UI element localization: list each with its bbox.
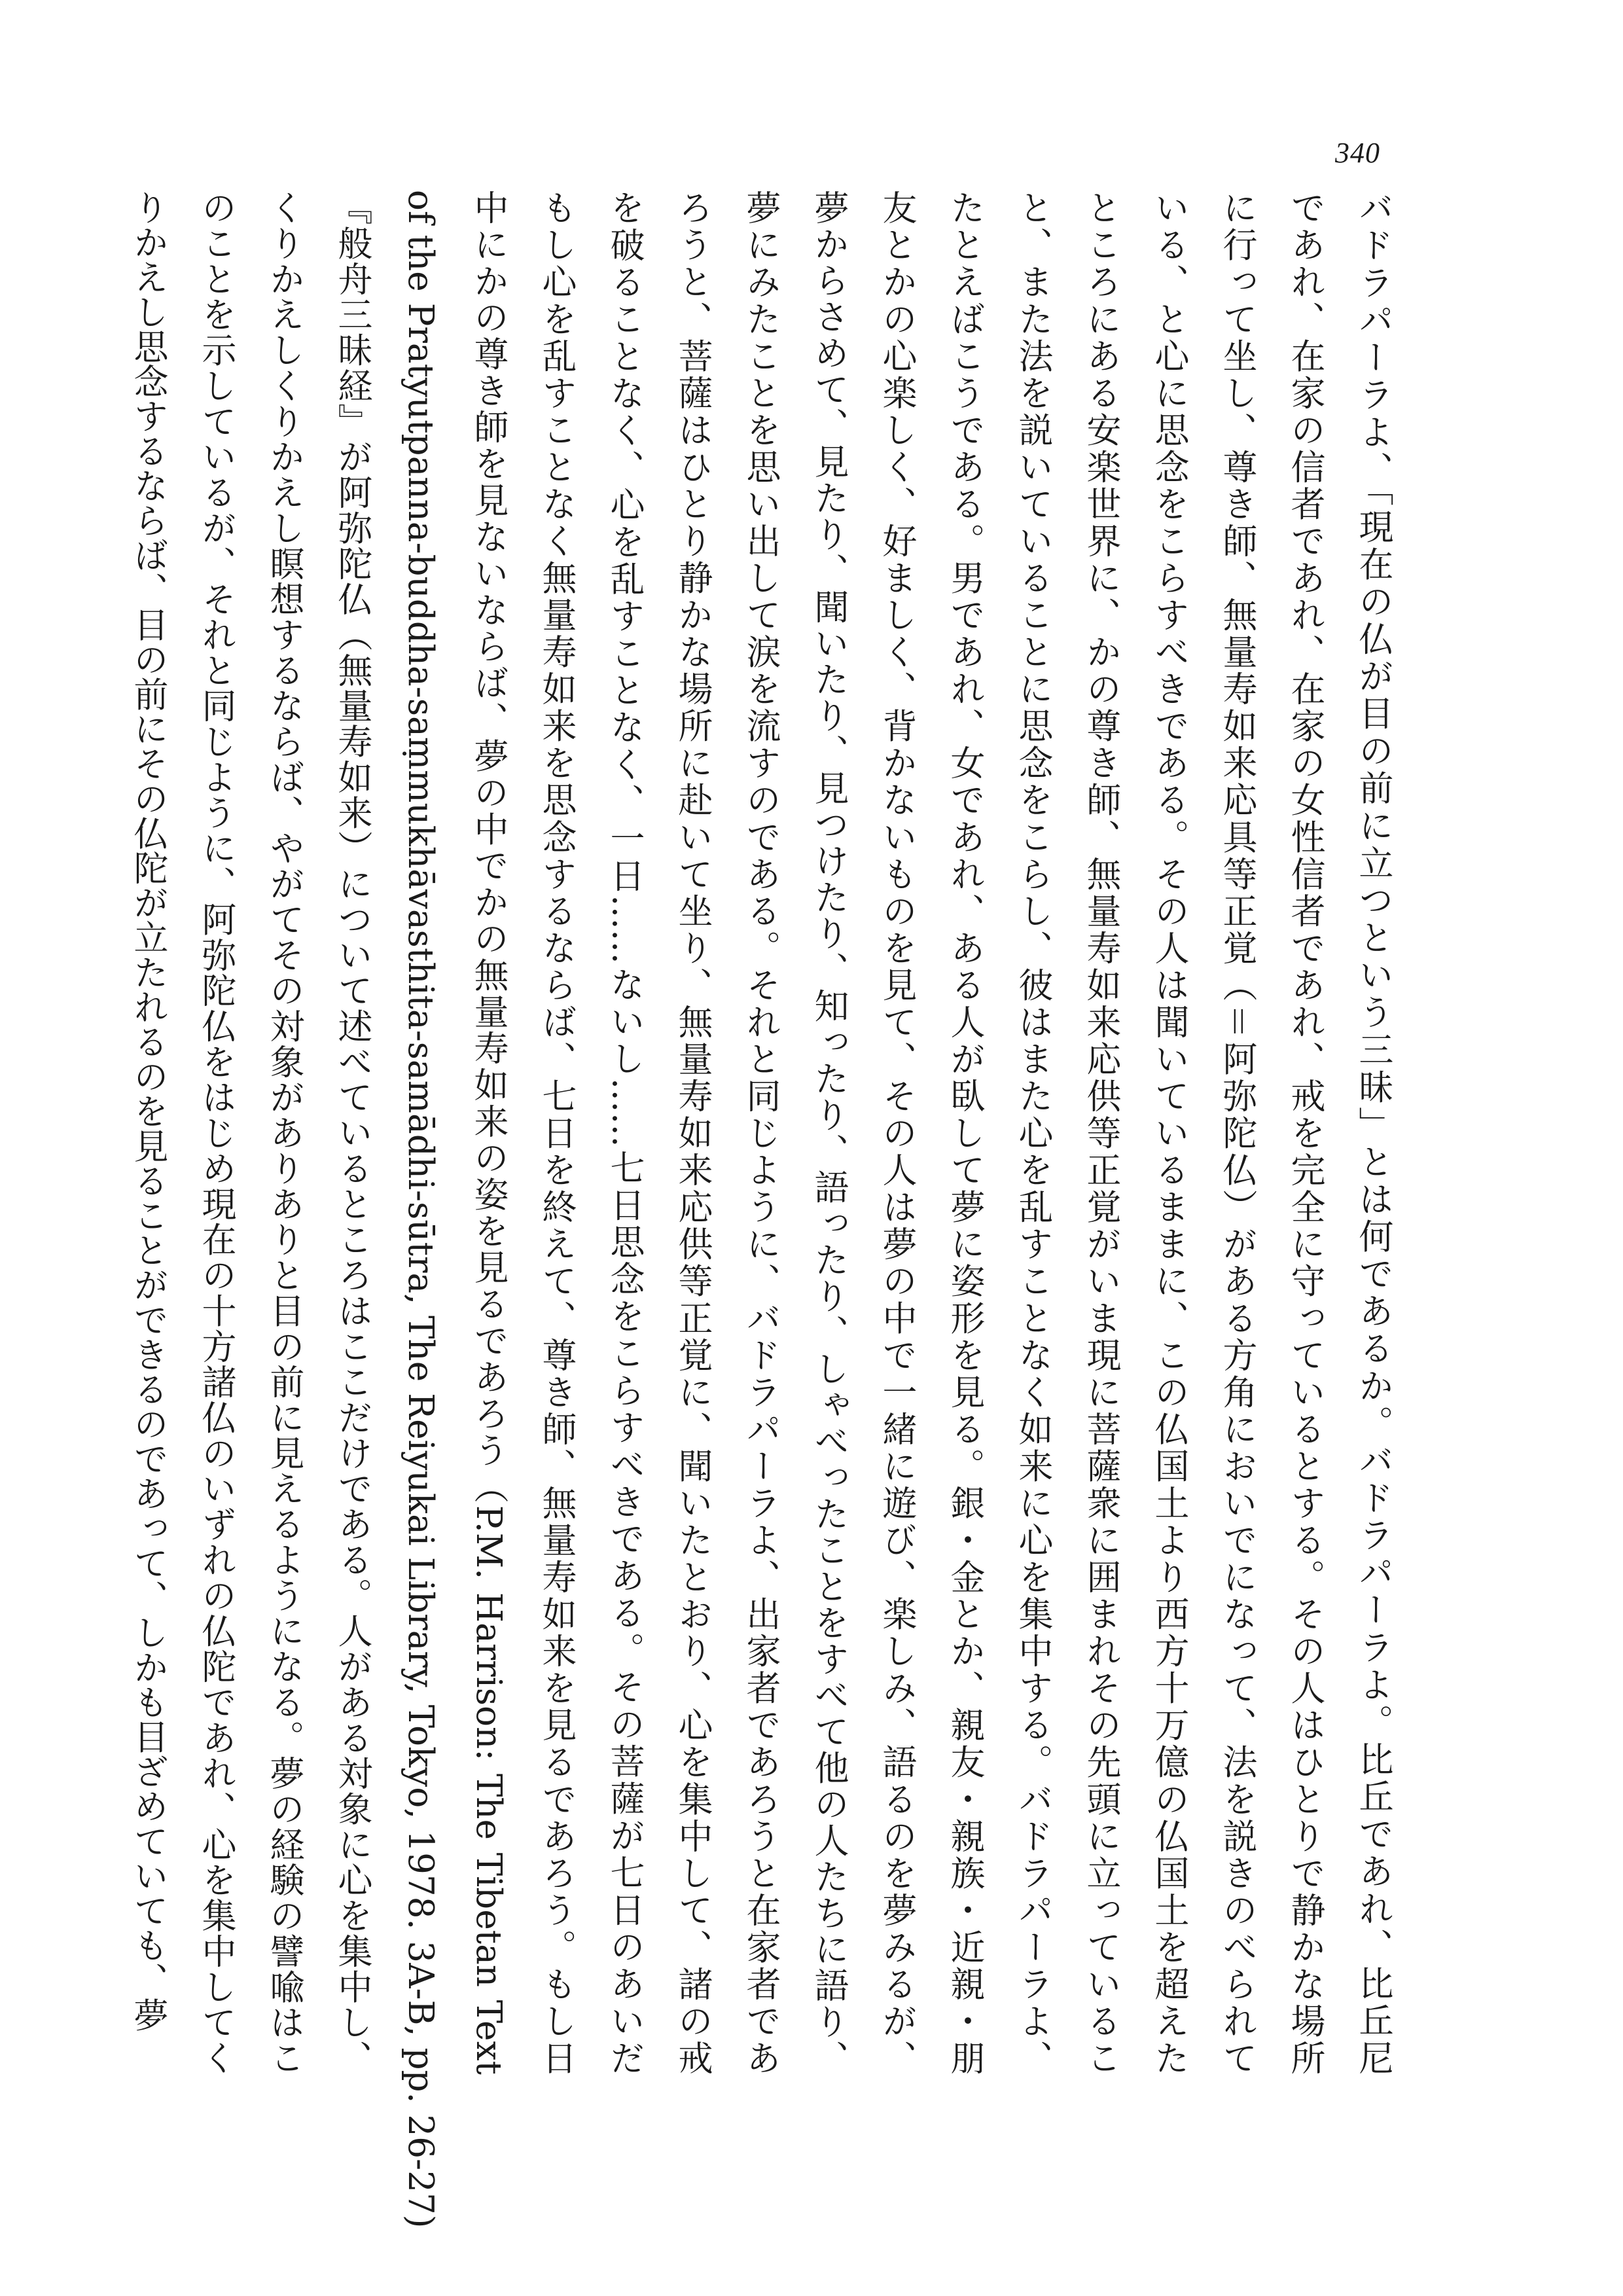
text-line: 友とかの心楽しく、好ましく、背かないものを見て、その人は夢の中で一緒に遊び、楽しみ、語るのを夢みるが、 <box>877 190 917 2075</box>
text-line: を破ることなく、心を乱すことなく、一日……ないし……七日思念をこらすべきである。その菩薩が七日のあいだ <box>605 190 645 2075</box>
text-line: くりかえしくりかえし瞑想するならば、やがてその対象がありありと目の前に見えるようになる。夢の経験の譬喩はこ <box>264 190 304 2075</box>
text-line: に行って坐し、尊き師、無量寿如来応具等正覚（＝阿弥陀仏）がある方角においでになって、法を説きのべられて <box>1217 190 1257 2075</box>
vertical-text-body <box>128 190 1407 2229</box>
text-line: たとえばこうである。男であれ、女であれ、ある人が臥して夢に姿形を見る。銀・金とか、親友・親族・近親・朋 <box>945 190 985 2075</box>
text-line: ろうと、菩薩はひとり静かな場所に赴いて坐り、無量寿如来応供等正覚に、聞いたとおり、心を集中して、諸の戒 <box>673 190 713 2075</box>
text-line: バドラパーラよ、「現在の仏が目の前に立つという三昧」とは何であるか。バドラパーラよ。比丘であれ、比丘尼 <box>1353 190 1393 2075</box>
text-line: 中にかの尊き師を見ないならば、夢の中でかの無量寿如来の姿を見るであろう（P.M. Harrison: The Tibetan Text <box>469 190 508 2075</box>
text-line: いる、と心に思念をこらすべきである。その人は聞いているままに、この仏国土より西方十万億の仏国土を超えた <box>1149 190 1189 2075</box>
text-line: と、また法を説いていることに思念をこらし、彼はまた心を乱すことなく如来に心を集中する。バドラパーラよ、 <box>1013 190 1053 2075</box>
text-line: もし心を乱すことなく無量寿如来を思念するならば、七日を終えて、尊き師、無量寿如来を見るであろう。もし日 <box>537 190 577 2075</box>
text-line: であれ、在家の信者であれ、在家の女性信者であれ、戒を完全に守っているとする。その人はひとりで静かな場所 <box>1285 190 1325 2075</box>
text-line: of the Pratyutpanna-buddha-saṃmukhāvasthita-samādhi-sūtra, The Reiyukai Library, Tokyo, 1978. 3A-B, pp. 26-27) <box>401 190 440 2229</box>
text-line: のことを示しているが、それと同じように、阿弥陀仏をはじめ現在の十方諸仏のいずれの仏陀であれ、心を集中してく <box>196 190 236 2075</box>
text-line: 夢にみたことを思い出して涙を流すのである。それと同じように、バドラパーラよ、出家者であろうと在家者であ <box>741 190 781 2075</box>
text-line: 『般舟三昧経』が阿弥陀仏（無量寿如来）について述べているところはここだけである。人がある対象に心を集中し、 <box>332 190 372 2075</box>
text-line: ところにある安楽世界に、かの尊き師、無量寿如来応供等正覚がいま現に菩薩衆に囲まれその先頭に立っているこ <box>1081 190 1121 2075</box>
page-number: 340 <box>1335 137 1380 169</box>
text-line: りかえし思念するならば、目の前にその仏陀が立たれるのを見ることができるのであって、しかも目ざめていても、夢 <box>128 190 168 2032</box>
text-line: 夢からさめて、見たり、聞いたり、見つけたり、知ったり、語ったり、しゃべったことをすべて他の人たちに語り、 <box>809 190 849 2075</box>
